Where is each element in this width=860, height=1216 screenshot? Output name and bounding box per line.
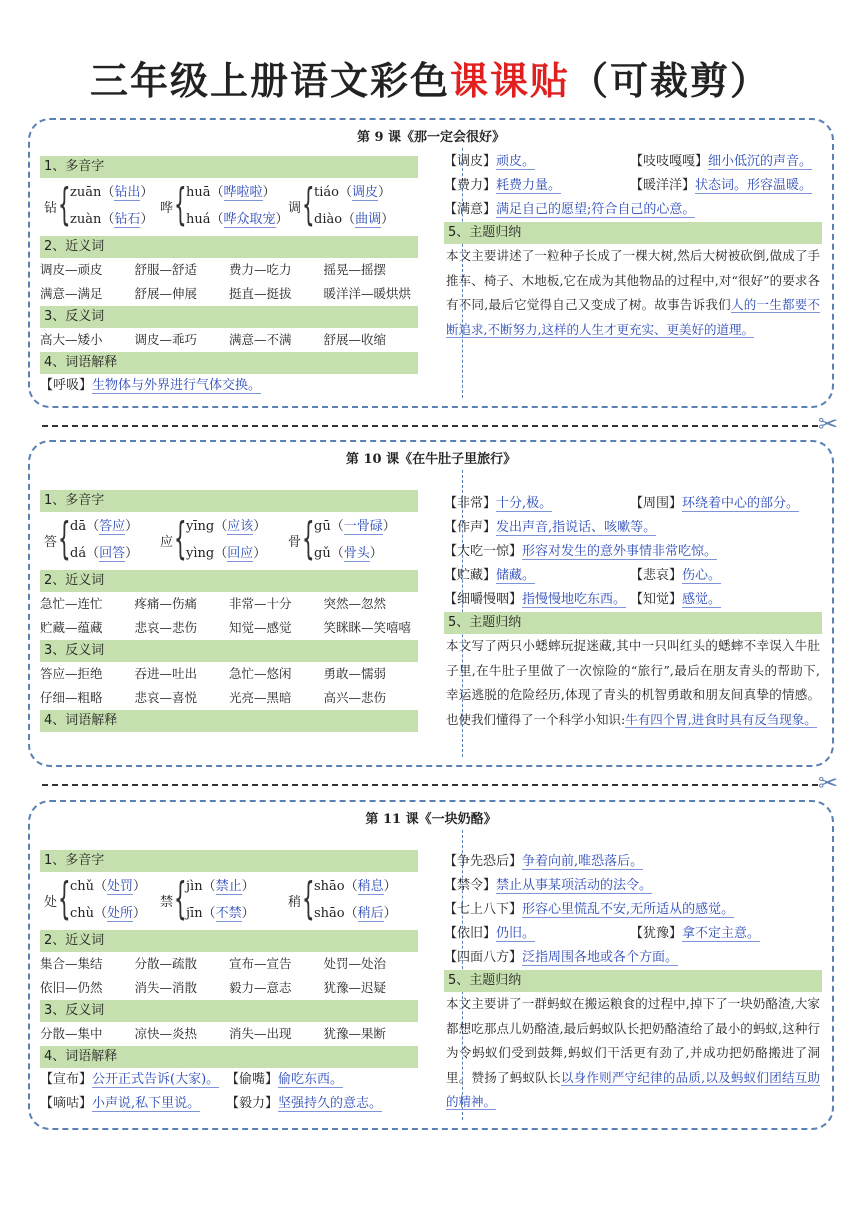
polyphone-char: 调 [288,201,302,216]
brace-icon: { [58,513,71,564]
pinyin-row [314,902,397,921]
section-header: 2、近义词 [40,570,418,592]
meaning: 耗费力量。 [496,178,562,193]
term: 【作声】 [444,520,497,535]
term: 【七上八下】 [444,902,523,917]
antonym-pair: 高兴—悲伤 [323,690,387,705]
term: 【暖洋洋】 [630,178,696,193]
antonym-pair: 仔细—粗略 [40,690,103,705]
paren: ） [241,879,255,894]
definition [444,520,656,536]
synonym-pair: 贮藏—蕴藏 [40,620,103,635]
brace-icon: { [302,873,315,924]
antonym-pair: 满意—不满 [229,332,292,347]
paren: ） [262,185,276,200]
lesson-card [28,118,834,408]
definition-row [444,150,822,174]
summary-paragraph [444,634,822,732]
synonym-pair: 笑眯眯—笑嘻嘻 [323,620,412,635]
example-word: 答应 [99,519,126,534]
example-word: 钻石 [114,212,141,227]
pinyin-row [314,875,397,894]
cut-line [42,425,818,427]
section-header: 4、词语解释 [40,1046,418,1068]
example-word: 稍后 [357,906,384,921]
antonym-pair: 答应—拒绝 [40,666,103,681]
pinyin: huā（ [186,185,224,200]
paren: ） [253,546,267,561]
meaning: 生物体与外界进行气体交换。 [92,378,262,393]
definition [444,902,734,918]
paren: ） [253,519,267,534]
polyphone-group [40,512,418,570]
definition-row [444,874,822,898]
synonym-pair: 急忙—连忙 [40,596,103,611]
definition [630,564,816,588]
definition-row [444,174,822,198]
paren: ） [381,212,395,227]
summary-paragraph [444,244,822,342]
summary-text: 本文主要讲述了一粒种子长成了一棵大树,然后大树被砍倒,做成了手推车、椅子、木地板,它在成为其他物品的过程中,对“很好”的要求各有不同,最后它觉得自己又变成了树。故事告诉我们 [446,248,820,312]
paren: ） [140,185,154,200]
scissors-icon: ✂ [818,769,839,797]
pinyin-row [70,902,146,921]
term: 【非常】 [444,496,497,511]
pinyin: dá（ [70,546,100,561]
pinyin: chù（ [70,906,108,921]
synonym-row [40,952,418,976]
polyphone-group [40,178,418,236]
definition [226,1068,412,1092]
synonym-pair: 摇晃—摇摆 [323,262,387,277]
synonym-pair: 费力—吃力 [229,262,292,277]
definition-row [40,1092,418,1116]
section-header: 1、多音字 [40,490,418,512]
definition [40,1092,226,1116]
lesson-title: 第 9 课《那一定会很好》 [356,130,506,145]
definition [444,492,630,516]
synonym-pair: 依旧—仍然 [40,980,103,995]
scissors-icon: ✂ [818,410,839,438]
antonym-pair: 犹豫—果断 [323,1026,387,1041]
right-column [444,150,822,342]
pinyin: diào（ [314,212,356,227]
definition-row [444,898,822,922]
antonym-pair: 消失—出现 [229,1026,292,1041]
definition [444,150,630,174]
pinyin-row [314,515,396,534]
antonym-pair: 光亮—黑暗 [229,690,292,705]
brace-icon: { [174,179,187,230]
pinyin-row [186,875,255,894]
definition-row [40,1068,418,1092]
section-header: 4、词语解释 [40,710,418,732]
polyphone-char: 骨 [288,535,302,550]
section-header: 5、主题归纳 [444,222,822,244]
meaning: 伤心。 [682,568,722,583]
synonym-pair: 满意—满足 [40,286,103,301]
synonym-row [40,616,418,640]
definition [444,202,695,218]
summary-highlight: 以身作则严守纪律的品质,以及蚂蚁们团结互助的精神。 [446,1069,820,1109]
pinyin: zuàn（ [70,212,115,227]
synonym-pair: 挺直—挺拔 [229,286,292,301]
meaning: 公开正式告诉(大家)。 [92,1072,220,1087]
example-word: 调皮 [351,185,378,200]
meaning: 环绕着中心的部分。 [682,496,800,511]
section-header: 3、反义词 [40,640,418,662]
antonym-pair: 高大—矮小 [40,332,103,347]
brace-icon: { [302,179,315,230]
definition-row [444,540,822,564]
pinyin-row [186,181,276,200]
definition [630,492,816,516]
meaning: 十分,极。 [496,496,553,511]
antonym-row [40,662,418,686]
meaning: 发出声音,指说话、咳嗽等。 [496,520,657,535]
term: 【犹豫】 [630,926,683,941]
paren: ） [125,546,139,561]
term: 【宣布】 [40,1072,93,1087]
pinyin-row [186,208,289,227]
antonym-pair: 悲哀—喜悦 [134,690,198,705]
term: 【贮藏】 [444,568,497,583]
section-header: 4、词语解释 [40,352,418,374]
synonym-row [40,282,418,306]
meaning: 感觉。 [682,592,722,607]
summary-highlight: 牛有四个胃,进食时具有反刍现象。 [625,711,817,727]
antonym-row [40,686,418,710]
synonym-pair: 调皮—顽皮 [40,262,103,277]
term: 【费力】 [444,178,497,193]
example-word: 应该 [227,519,254,534]
pinyin-row [186,902,255,921]
section-header: 1、多音字 [40,850,418,872]
synonym-pair: 犹豫—迟疑 [323,980,387,995]
paren: ） [133,906,147,921]
paren: ） [275,212,289,227]
synonym-row [40,976,418,1000]
definition-row [444,516,822,540]
polyphone-char: 处 [44,895,58,910]
meaning: 仍旧。 [496,926,536,941]
antonym-pair: 舒展—收缩 [323,332,387,347]
example-word: 哗众取宠 [223,212,276,227]
antonym-pair: 分散—集中 [40,1026,103,1041]
synonym-pair: 突然—忽然 [323,596,387,611]
meaning: 拿不定主意。 [682,926,761,941]
definition [444,854,643,870]
definition [630,588,816,612]
definition [444,950,678,966]
definition-row [444,564,822,588]
synonym-pair: 分散—疏散 [134,956,198,971]
left-column [40,490,418,732]
example-word: 不禁 [215,906,242,921]
synonym-pair: 悲哀—悲伤 [134,620,198,635]
pinyin-row [186,515,266,534]
polyphone-char: 应 [160,535,174,550]
example-word: 处所 [107,906,134,921]
definition [444,878,652,894]
definition [444,544,717,560]
synonym-pair: 消失—消散 [134,980,198,995]
pinyin-row [314,208,394,227]
antonym-row [40,328,418,352]
example-word: 曲调 [355,212,382,227]
section-header: 3、反义词 [40,1000,418,1022]
term: 【四面八方】 [444,950,523,965]
synonym-pair: 集合—集结 [40,956,103,971]
term: 【周围】 [630,496,683,511]
pinyin: shāo（ [314,879,358,894]
definition [630,150,816,174]
example-word: 钻出 [114,185,141,200]
section-header: 2、近义词 [40,930,418,952]
definition [630,174,816,198]
pinyin-row [314,181,391,200]
polyphone-char: 钻 [44,201,58,216]
antonym-pair: 勇敢—懦弱 [323,666,387,681]
polyphone-char: 禁 [160,895,174,910]
definition-row [40,374,418,398]
synonym-pair: 知觉—感觉 [229,620,292,635]
definition [40,378,261,394]
pinyin: jīn（ [186,906,216,921]
example-word: 哗啦啦 [223,185,263,200]
term: 【依旧】 [444,926,497,941]
term: 【调皮】 [444,154,497,169]
meaning: 小声说,私下里说。 [92,1096,201,1111]
example-word: 回应 [227,546,254,561]
paren: ） [241,906,255,921]
cut-line [42,784,818,786]
polyphone-group [40,872,418,930]
section-header: 5、主题归纳 [444,970,822,992]
definition-row [444,946,822,970]
brace-icon: { [174,873,187,924]
meaning: 泛指周围各地或各个方面。 [522,950,679,965]
definition-row [444,492,822,516]
synonym-pair: 舒展—伸展 [134,286,198,301]
meaning: 禁止从事某项活动的法令。 [496,878,653,893]
pinyin: gǔ（ [314,546,344,561]
term: 【悲哀】 [630,568,683,583]
pinyin: jìn（ [186,879,216,894]
lesson-title: 第 11 课《一块奶酪》 [365,812,497,827]
term: 【满意】 [444,202,497,217]
meaning: 指慢慢地吃东西。 [522,592,627,607]
example-word: 一骨碌 [343,519,383,534]
summary-paragraph [444,992,822,1115]
paren: ） [383,879,397,894]
pinyin-row [70,515,138,534]
synonym-pair: 处罚—处治 [323,956,387,971]
polyphone-char: 答 [44,535,58,550]
definition-row [444,588,822,612]
pinyin: zuān（ [70,185,115,200]
meaning: 满足自己的愿望;符合自己的心意。 [496,202,696,217]
brace-icon: { [58,179,71,230]
section-header: 3、反义词 [40,306,418,328]
meaning: 形容心里慌乱不安,无所适从的感觉。 [522,902,735,917]
summary-text: 本文主要讲了一群蚂蚁在搬运粮食的过程中,掉下了一块奶酪渣,大家都想吃那点儿奶酪渣,最后蚂蚁队长把奶酪渣给了最小的蚂蚁,这种行为令蚂蚁们受到鼓舞,蚂蚁们干活更有劲了,并成功把奶酪搬进了洞里。赞扬了蚂蚁队长 [446,996,820,1085]
definition [444,588,630,612]
lesson-card [28,800,834,1130]
meaning: 偷吃东西。 [278,1072,344,1087]
synonym-pair: 舒服—舒适 [134,262,198,277]
definition [226,1092,412,1116]
right-column [444,850,822,1115]
synonym-row [40,258,418,282]
antonym-pair: 凉快—炎热 [134,1026,198,1041]
paren: ） [133,879,147,894]
definition [444,174,630,198]
definition [444,564,630,588]
meaning: 顽皮。 [496,154,536,169]
brace-icon: { [58,873,71,924]
definition-row [444,850,822,874]
meaning: 细小低沉的声音。 [708,154,813,169]
pinyin: huá（ [186,212,224,227]
antonym-pair: 吞进—吐出 [134,666,198,681]
meaning: 形容对发生的意外事情非常吃惊。 [522,544,718,559]
pinyin-row [186,542,266,561]
pinyin: tiáo（ [314,185,352,200]
term: 【禁令】 [444,878,497,893]
paren: ） [382,519,396,534]
brace-icon: { [174,513,187,564]
paren: ） [369,546,383,561]
term: 【嘀咕】 [40,1096,93,1111]
paren: ） [383,906,397,921]
meaning: 状态词。形容温暖。 [695,178,813,193]
pinyin-row [70,542,138,561]
synonym-pair: 疼痛—伤痛 [134,596,198,611]
pinyin: chǔ（ [70,879,108,894]
pinyin: gū（ [314,519,344,534]
example-word: 稍息 [357,879,384,894]
section-header: 5、主题归纳 [444,612,822,634]
page-title: 三年级上册语文彩色课课贴（可裁剪） [89,59,771,103]
pinyin-row [70,181,153,200]
polyphone-char: 稍 [288,895,302,910]
pinyin: shāo（ [314,906,358,921]
polyphone-char: 哗 [160,201,174,216]
term: 【偷嘴】 [226,1072,279,1087]
summary-text: 本文写了两只小蟋蟀玩捉迷藏,其中一只叫红头的蟋蟀不幸误入牛肚子里,在牛肚子里做了一次惊险的“旅行”,最后在朋友青头的帮助下,幸运逃脱的危险经历,体现了青头的机智勇敢和朋友间真挚的情感。也使我们懂得了一个科学小知识: [446,638,820,727]
term: 【细嚼慢咽】 [444,592,523,607]
term: 【大吃一惊】 [444,544,523,559]
lesson-title: 第 10 课《在牛肚子里旅行》 [345,452,517,467]
definition [444,922,630,946]
pinyin-row [70,875,146,894]
pinyin: yìng（ [186,546,228,561]
example-word: 骨头 [343,546,370,561]
term: 【争先恐后】 [444,854,523,869]
summary-highlight: 人的一生都要不断追求,不断努力,这样的人生才更充实、更美好的道理。 [446,297,820,337]
meaning: 储藏。 [496,568,536,583]
left-column [40,156,418,398]
antonym-pair: 急忙—悠闲 [229,666,292,681]
paren: ） [377,185,391,200]
antonym-pair: 调皮—乖巧 [134,332,198,347]
definition-row [444,198,822,222]
example-word: 处罚 [107,879,134,894]
meaning: 争着向前,唯恐落后。 [522,854,644,869]
synonym-pair: 宣布—宣告 [229,956,292,971]
term: 【毅力】 [226,1096,279,1111]
lesson-card [28,440,834,767]
definition [40,1068,226,1092]
example-word: 回答 [99,546,126,561]
definition [630,922,816,946]
term: 【知觉】 [630,592,683,607]
left-column [40,850,418,1116]
pinyin-row [70,208,153,227]
synonym-pair: 非常—十分 [229,596,292,611]
section-header: 1、多音字 [40,156,418,178]
term: 【吱吱嘎嘎】 [630,154,709,169]
definition-row [444,922,822,946]
term: 【呼吸】 [40,378,93,393]
pinyin: yīng（ [186,519,228,534]
synonym-pair: 毅力—意志 [229,980,292,995]
synonym-row [40,592,418,616]
right-column [444,492,822,732]
section-header: 2、近义词 [40,236,418,258]
paren: ） [140,212,154,227]
example-word: 禁止 [215,879,242,894]
antonym-row [40,1022,418,1046]
pinyin-row [314,542,383,561]
synonym-pair: 暖洋洋—暖烘烘 [323,286,412,301]
meaning: 坚强持久的意志。 [278,1096,383,1111]
pinyin: dā（ [70,519,100,534]
paren: ） [125,519,139,534]
brace-icon: { [302,513,315,564]
